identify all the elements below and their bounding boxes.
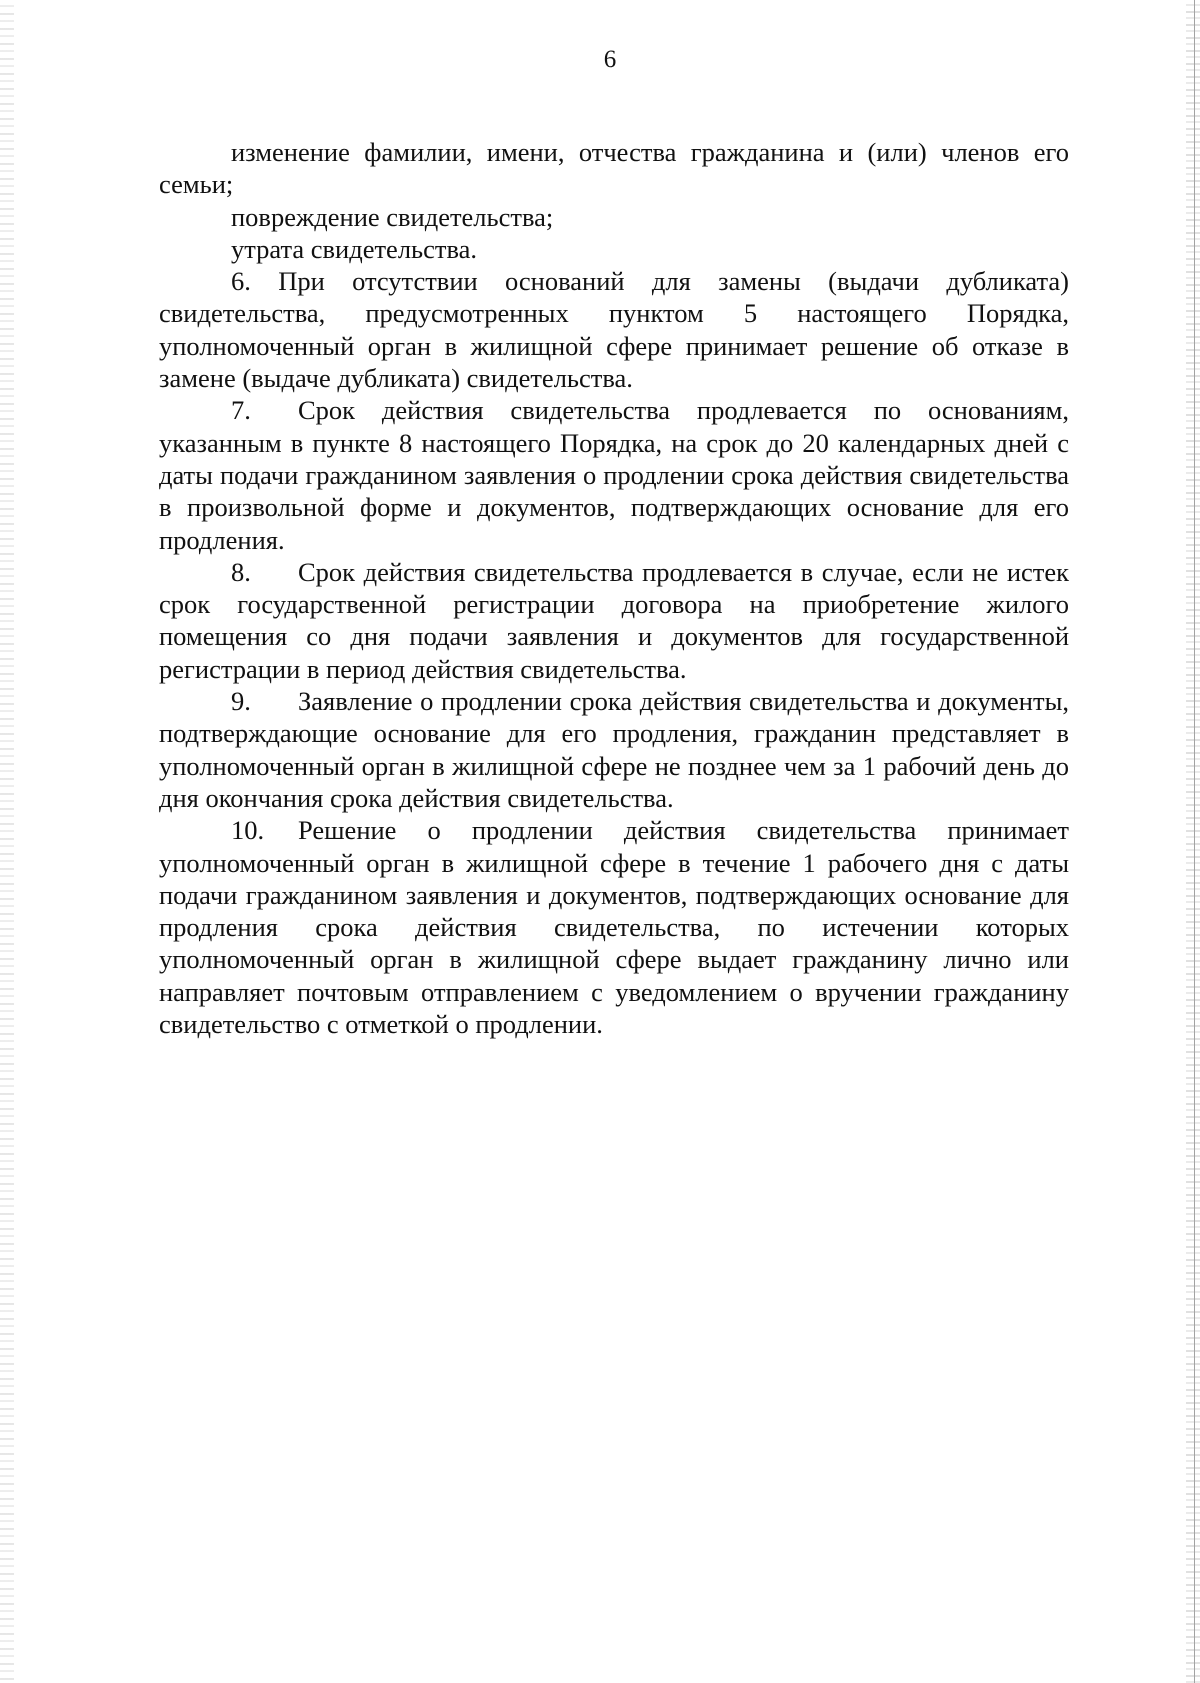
paragraph (159, 201, 1069, 233)
paragraph-text: Срок действия свидетельства продлевается в случае, если не истек срок государственной регистрации договора на приобретение жилого помещения со дня подачи заявления и документов для государственной регистрации в период действия свидетельства. (159, 556, 1069, 684)
document-body (159, 136, 1069, 1040)
paragraph-text: Срок действия свидетельства продлевается по основаниям, указанным в пункте 8 настоящего Порядка, на срок до 20 календарных дней с даты подачи гражданином заявления о продлении срока действия свидетельства в произвольной форме и документов, подтверждающих основание для его продления. (159, 395, 1069, 555)
paragraph-10 (159, 814, 1069, 1040)
paragraph-9 (159, 685, 1069, 814)
paragraph-text: 6. При отсутствии оснований для замены (выдачи дубликата) свидетельства, предусмотренных пунктом 5 настоящего Порядка, уполномоченный орган в жилищной сфере принимает решение об отказе в замене (выдаче дубликата) свидетельства. (159, 266, 1069, 394)
paragraph-number: 8. (231, 556, 251, 587)
paragraph-text: Заявление о продлении срока действия свидетельства и документы, подтверждающие основание для его продления, гражданин представляет в уполномоченный орган в жилищной сфере не позднее чем за 1 рабочий день до дня окончания срока действия свидетельства. (159, 686, 1069, 813)
paragraph (159, 233, 1069, 265)
paragraph-7 (159, 394, 1069, 555)
paragraph-number: 10. (231, 815, 265, 846)
scan-edge-right (1186, 0, 1200, 1683)
paragraph-text: утрата свидетельства. (231, 233, 478, 264)
paragraph-text: изменение фамилии, имени, отчества гражданина и (или) членов его семьи; (159, 137, 1069, 200)
paragraph (159, 136, 1069, 201)
page-number: 6 (603, 46, 617, 73)
paragraph-text: Решение о продлении действия свидетельства принимает уполномоченный орган в жилищной сфере в течение 1 рабочего дня с даты подачи гражданином заявления и документов, подтверждающих основание для продления срока действия свидетельства, по истечении которых уполномоченный орган в жилищной сфере выдает гражданину лично или направляет почтовым отправлением с уведомлением о вручении гражданину свидетельство с отметкой о продлении. (159, 815, 1069, 1040)
paragraph-8 (159, 556, 1069, 685)
paragraph-text: повреждение свидетельства; (231, 201, 554, 232)
paragraph-6 (159, 265, 1069, 394)
paragraph-number: 9. (231, 686, 251, 717)
paragraph-number: 7. (231, 395, 251, 426)
scan-edge-left (0, 0, 14, 1683)
